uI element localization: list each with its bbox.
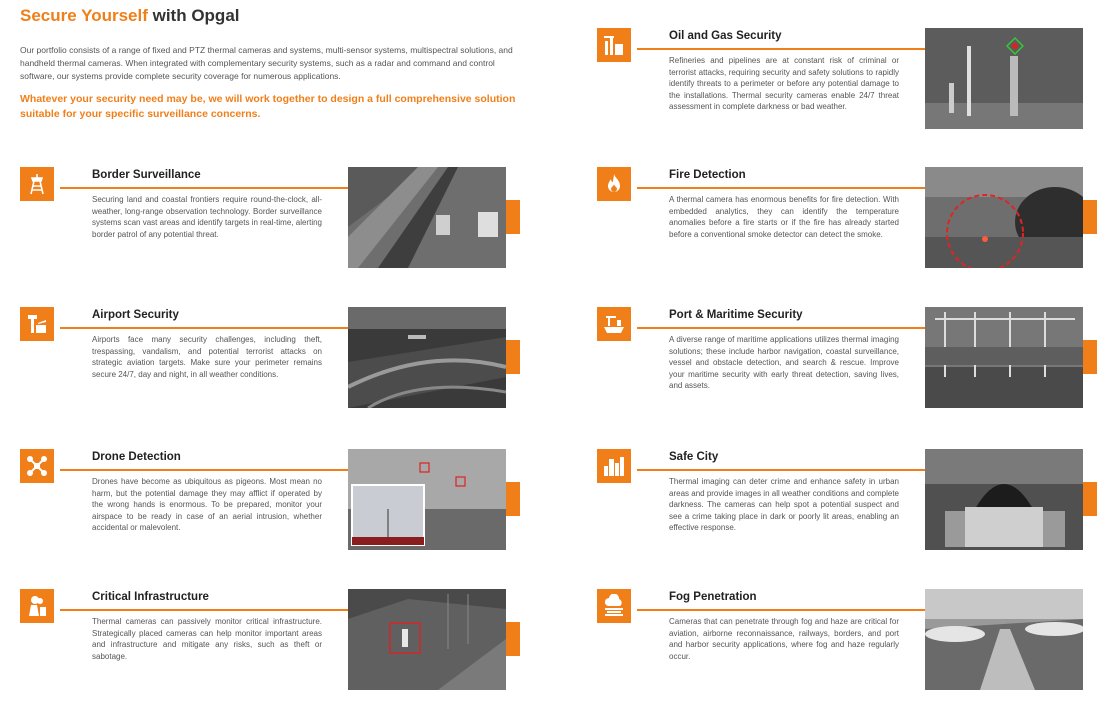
drone-icon [20,449,54,483]
accent-tab [1083,340,1097,374]
airport-thermal-image [348,307,506,408]
section-divider [60,469,348,471]
fog-thermal-image [925,589,1083,690]
section-text: Airports face many security challenges, including theft, trespassing, vandalism, and potential terrorist attacks on strategic aviation targets. Make sure your perimeter remains secure 24/7, day and night, in all weather conditions. [92,335,322,379]
section-title: Airport Security [92,309,179,321]
ship-port-icon [597,307,631,341]
section-text: A thermal camera has enormous benefits for fire detection. With embedded analytics, they can identify the temperature anomalies before a fire starts or if the fire has already started before a conventional smoke detector can detect the smoke. [669,195,899,239]
section-divider [637,187,925,189]
accent-tab [506,340,520,374]
infrastructure-thermal-image [348,589,506,690]
section-divider [637,609,925,611]
page-title-orange: Secure Yourself [20,6,148,25]
section-title: Fog Penetration [669,591,757,603]
accent-tab [506,482,520,516]
section-title: Port & Maritime Security [669,309,803,321]
section-title: Drone Detection [92,451,181,463]
section-fog-penetration [597,589,1097,693]
flame-icon [597,167,631,201]
section-text: Refineries and pipelines are at constant risk of criminal or terrorist attacks, requiring security and safety solutions to rapidly identify threats to a perimeter or before any potential damage to the installations. Thermal security cameras enable 24/7 threat assessment in complete darkness or bad weather. [669,56,899,112]
section-critical-infrastructure [20,589,520,693]
power-plant-icon [20,589,54,623]
watchtower-icon [20,167,54,201]
accent-tab [506,622,520,656]
accent-tab [1083,482,1097,516]
section-title: Critical Infrastructure [92,591,209,603]
border-thermal-image [348,167,506,268]
accent-tab [506,200,520,234]
section-airport-security [20,307,520,411]
section-text: Cameras that can penetrate through fog and haze are critical for aviation, airborne reconnaissance, railways, borders, and port and harbor security applications, where fog and haze regularly occur. [669,617,899,661]
section-text: A diverse range of maritime applications utilizes thermal imaging solutions; these include harbor navigation, coastal surveillance, vessel and obstacle detection, and search & rescue. Improve your maritime security with early threat detection, saving lives, and assets. [669,335,899,391]
section-fire-detection [597,167,1097,271]
airport-tower-icon [20,307,54,341]
section-text: Securing land and coastal frontiers require round-the-clock, all-weather, long-range observation technology. Border surveillance systems scan vast areas and identify targets in real-time, alerting border patrol of any potential threat. [92,195,322,239]
section-title: Safe City [669,451,719,463]
section-drone-detection [20,449,520,553]
port-thermal-image [925,307,1083,408]
section-divider [637,469,925,471]
accent-tab [1083,200,1097,234]
section-title: Border Surveillance [92,169,201,181]
section-port-maritime-security [597,307,1097,411]
section-divider [60,187,348,189]
section-border-surveillance [20,167,520,271]
section-title: Fire Detection [669,169,746,181]
section-text: Thermal cameras can passively monitor critical infrastructure. Strategically placed cameras can help monitor important areas and infrastructure and mitigate any risks, such as theft or sabotage. [92,617,322,661]
section-divider [60,327,348,329]
drone-thermal-image [348,449,506,550]
section-title: Oil and Gas Security [669,30,782,42]
section-text: Thermal imaging can deter crime and enhance safety in urban areas and provide images in all weather conditions and complete darkness. The cameras can help spot a potential suspect and see a crime taking place in dark or poorly lit areas, enabling an effective response. [669,477,899,533]
section-safe-city [597,449,1097,553]
section-text: Drones have become as ubiquitous as pigeons. Most mean no harm, but the potential damage they may afflict if operated by the wrong hands is enormous. To be prepared, monitor your airspace to be ready in case of an aerial intrusion, whether accidental or malevolent. [92,477,322,533]
fire-thermal-image [925,167,1083,268]
page-title-dark: with Opgal [152,6,240,25]
oil-refinery-icon [597,28,631,62]
section-divider [637,48,925,50]
intro-paragraph: Our portfolio consists of a range of fixed and PTZ thermal cameras and systems, multi-sensor systems, multispectral solutions, and handheld thermal cameras. When integrated with complementary security systems, such as a radar and command and control software, our systems provide complete security coverage for numerous applications. [20,45,513,81]
section-oil-gas-security [597,28,1097,132]
city-skyline-icon [597,449,631,483]
fog-cloud-icon [597,589,631,623]
page-title [20,6,240,26]
oil-gas-thermal-image [925,28,1083,129]
section-divider [60,609,348,611]
intro-highlight: Whatever your security need may be, we will work together to design a full comprehensive solution suitable for your specific surveillance concerns. [20,93,516,121]
safe-city-thermal-image [925,449,1083,550]
section-divider [637,327,925,329]
